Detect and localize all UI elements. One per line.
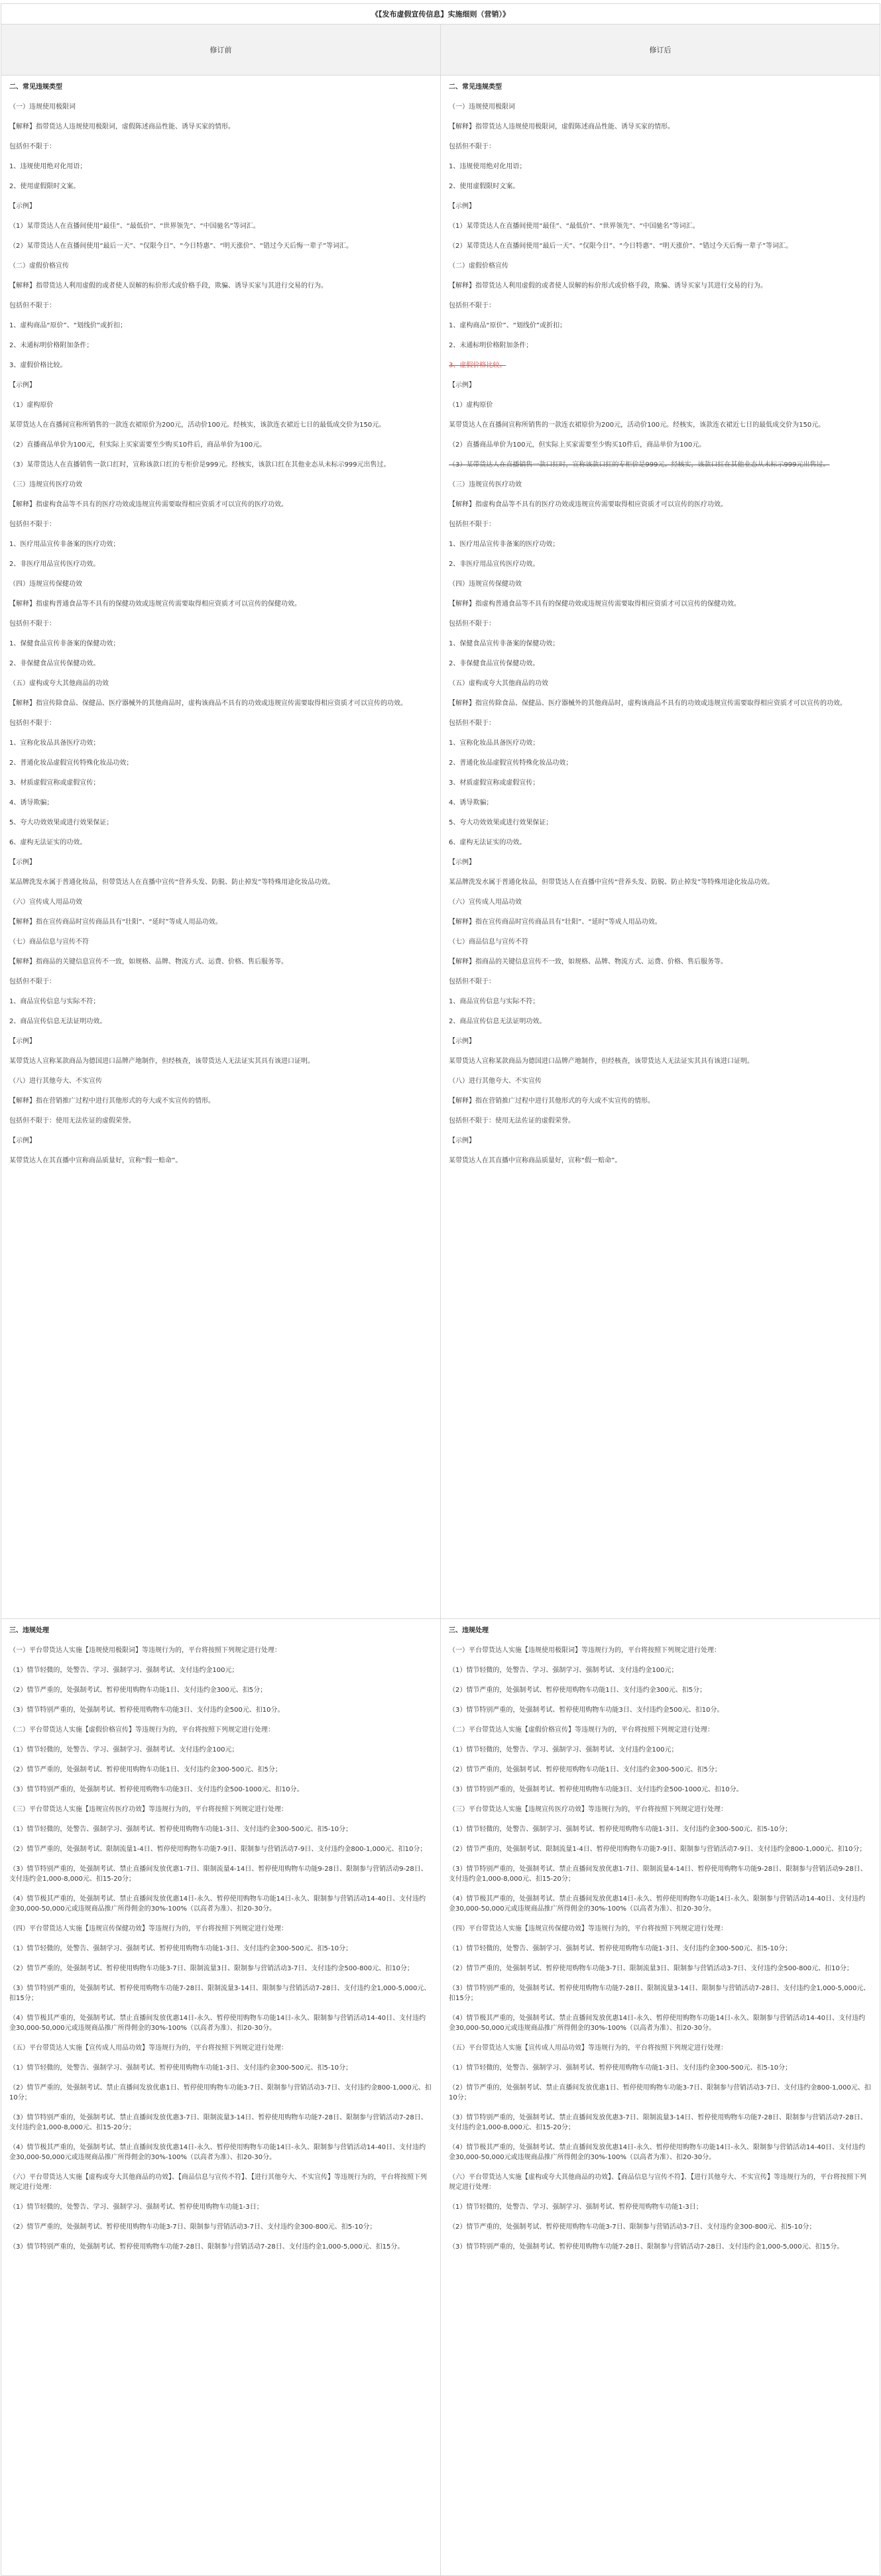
paragraph-line: 【解释】指虚构食品等不具有的医疗功效或违规宣传需要取得相应资质才可以宣传的医疗功效。 (9, 501, 288, 508)
paragraph-line: 3、材质虚假宣称或虚假宣传； (449, 779, 540, 787)
paragraph-line: （三）违规宣传医疗功效 (9, 481, 82, 488)
paragraph-line: （二）平台带货达人实施【虚假价格宣传】等违规行为的，平台将按照下列规定进行处理： (9, 1726, 274, 1734)
paragraph-line: （3）情节特别严重的，处强制考试、禁止直播间发放优惠1-7日、限制流量4-14日、暂停使用购物车功能9-28日、限制参与营销活动9-28日、支付违约金1,000-8,000元、扣15-20分； (9, 1866, 428, 1883)
paragraph-line: 【解释】指宣传除食品、保健品、医疗器械外的其他商品时，虚构该商品不具有的功效或违规宣传需要取得相应资质才可以宣传的功效。 (449, 700, 847, 707)
paragraph-line: （四）平台带货达人实施【违规宣传保健功效】等违规行为的，平台将按照下列规定进行处理： (449, 1925, 727, 1932)
paragraph-line: 【示例】 (449, 203, 475, 210)
paragraph-line: 【示例】 (9, 1038, 36, 1045)
paragraph-line: 【解释】指商品的关键信息宣传不一致，如规格、品牌、物流方式、运费、价格、售后服务等。 (9, 958, 288, 966)
paragraph-line: 【解释】指带货达人违规使用极限词，虚假陈述商品性能、诱导买家的情形。 (9, 123, 235, 131)
paragraph-line: 1、医疗用品宣传非备案的医疗功效； (9, 541, 120, 548)
title-row (1, 4, 880, 25)
paragraph-line: （2）某带货达人在直播间使用“最后一天”、“仅限今日”、“今日特惠”、“明天涨价”、“错过今天后悔一辈子”等词汇。 (9, 243, 353, 250)
paragraph-line: （1）情节轻微的，处警告、强制学习、强制考试、暂停使用购物车功能1-3日、支付违约金300-500元、扣5-10分； (449, 1826, 792, 1833)
paragraph-line: （七）商品信息与宣传不符 (449, 938, 528, 946)
paragraph-line: 包括但不限于： (9, 720, 56, 727)
paragraph-line: （一）平台带货达人实施【违规使用极限词】等违规行为的，平台将按照下列规定进行处理： (449, 1647, 721, 1654)
paragraph-line: 【解释】指商品的关键信息宣传不一致，如规格、品牌、物流方式、运费、价格、售后服务等。 (449, 958, 727, 966)
paragraph-line: （2）情节严重的，处强制考试、禁止直播间发放优惠1日、暂停使用购物车功能3-7日、限制参与营销活动3-7日、支付违约金800-1,000元、扣10分； (449, 2084, 871, 2101)
paragraph-line: 3、虚假价格比较。 (449, 362, 506, 369)
paragraph-line: 【示例】 (449, 1038, 475, 1045)
paragraph-line: （一）违规使用极限词 (9, 103, 76, 111)
paragraph-line: （2）情节严重的，处强制考试、暂停使用购物车功能1日、支付违约金300元、扣5分； (9, 1687, 267, 1694)
paragraph-line: （4）情节极其严重的，处强制考试、禁止直播间发放优惠14日-永久、暂停使用购物车功能14日-永久、限制参与营销活动14-40日、支付违约金30,000-50,000元或违规商品推广所得佣金的30%-100%（以高者为准）、扣20-30分。 (9, 2144, 426, 2161)
cell-after-penalties (441, 1619, 880, 2576)
paragraph-line: （五）平台带货达人实施【宣传成人用品功效】等违规行为的，平台将按照下列规定进行处理： (449, 2044, 727, 2052)
text-block-before-penalties (1, 1619, 440, 2575)
paragraph-line: （1）某带货达人在直播间使用“最佳”、“最低价”、“世界领先”、“中国驰名”等词汇。 (449, 223, 699, 230)
paragraph-line: 某带货达人宣称某款商品为德国进口品牌产地制作，但经核查，该带货达人无法证实其具有该进口证明。 (449, 1058, 754, 1065)
paragraph-line: 包括但不限于： (9, 521, 56, 528)
paragraph-line: 3、虚假价格比较。 (9, 362, 67, 369)
paragraph-line: 包括但不限于： (449, 620, 495, 628)
paragraph-line: 6、虚构无法证实的功效。 (9, 839, 87, 846)
paragraph-line: （1）情节轻微的，处警告、强制学习、强制考试、暂停使用购物车功能1-3日、支付违约金300-500元、扣5-10分； (9, 2064, 353, 2072)
paragraph-line: （2）情节严重的，处强制考试、暂停使用购物车功能3-7日、限制流量3日、限制参与营销活动3-7日、支付违约金500-800元、扣10分； (449, 1965, 853, 1972)
paragraph-line: 【解释】指在宣传商品时宣传商品具有“壮阳”、“延时”等成人用品功效。 (9, 919, 222, 926)
paragraph-line: 1、宣称化妆品具备医疗功效； (9, 740, 100, 747)
paragraph-line: （4）情节极其严重的，处强制考试、禁止直播间发放优惠14日-永久、暂停使用购物车功能14日-永久、限制参与营销活动14-40日、支付违约金30,000-50,000元或违规商品推广所得佣金的30%-100%（以高者为准）、扣20-30分。 (449, 2144, 866, 2161)
paragraph-line: 2、普通化妆品虚假宣传特殊化妆品功效； (9, 759, 133, 767)
paragraph-line: 2、非保健食品宣传保健功效。 (449, 660, 540, 667)
paragraph-line: 1、医疗用品宣传非备案的医疗功效； (449, 541, 559, 548)
paragraph-line: （1）虚构原价 (449, 402, 493, 409)
paragraph-line: （1）情节轻微的，处警告、学习、强制学习、强制考试、暂停使用购物车功能1-3日； (449, 2204, 703, 2211)
paragraph-line: 包括但不限于： (9, 143, 56, 150)
paragraph-line: 2、商品宣传信息无法证明功效。 (449, 1018, 546, 1025)
paragraph-line: （四）平台带货达人实施【违规宣传保健功效】等违规行为的，平台将按照下列规定进行处理： (9, 1925, 288, 1932)
paragraph-line: （二）平台带货达人实施【虚假价格宣传】等违规行为的，平台将按照下列规定进行处理： (449, 1726, 714, 1734)
paragraph-line: 2、商品宣传信息无法证明功效。 (9, 1018, 107, 1025)
paragraph-line: 某带货达人宣称某款商品为德国进口品牌产地制作，但经核查，该带货达人无法证实其具有该进口证明。 (9, 1058, 314, 1065)
paragraph-line: 某品牌洗发水属于普通化妆品，但带货达人在直播中宣传“营养头发、防脱、防止掉发”等特殊用途化妆品功效。 (9, 879, 335, 886)
paragraph-line: 【示例】 (9, 382, 36, 389)
section-heading: 三、违规处理 (9, 1627, 49, 1634)
section-row-penalties (1, 1619, 880, 2576)
paragraph-line: 5、夸大功效效果或进行效果保证； (449, 819, 553, 826)
paragraph-line: （3）某带货达人在直播销售一款口红时，宣称该款口红的专柜价是999元。经核实，该款口红在其他业态从未标示999元出售过。 (449, 461, 830, 469)
paragraph-line: （八）进行其他夸大、不实宣传 (449, 1078, 542, 1085)
paragraph-line: 【示例】 (449, 859, 475, 866)
paragraph-line: （1）情节轻微的，处警告、强制学习、强制考试、暂停使用购物车功能1-3日、支付违约金300-500元、扣5-10分； (9, 1826, 353, 1833)
paragraph-line: （3）情节特别严重的，处强制考试、暂停使用购物车功能3日、支付违约金500-1000元、扣10分。 (9, 1786, 304, 1793)
paragraph-line: （1）虚构原价 (9, 402, 54, 409)
paragraph-line: （1）情节轻微的，处警告、学习、强制学习、强制考试、支付违约金100元； (9, 1746, 239, 1754)
paragraph-line: （七）商品信息与宣传不符 (9, 938, 89, 946)
text-block-after-violation-types (441, 76, 880, 1618)
paragraph-line: 1、违规使用绝对化用语； (449, 163, 526, 170)
paragraph-line: （2）直播商品单价为100元，但实际上买家需要至少购买10件后，商品单价为100元。 (449, 441, 706, 449)
comparison-table (1, 3, 880, 2576)
paragraph-line: （四）违规宣传保健功效 (9, 581, 82, 588)
paragraph-line: 2、未通标明价格附加条件； (9, 342, 93, 349)
paragraph-line: （4）情节极其严重的，处强制考试、禁止直播间发放优惠14日-永久、暂停使用购物车功能14日-永久、限制参与营销活动14-40日、支付违约金30,000-50,000元或违规商品推广所得佣金的30%-100%（以高者为准）、扣20-30分。 (9, 1895, 426, 1913)
paragraph-line: 包括但不限于： (9, 620, 56, 628)
paragraph-line: （四）违规宣传保健功效 (449, 581, 522, 588)
paragraph-line: （2）情节严重的，处强制考试、限制流量1-4日、暂停使用购物车功能7-9日、限制参与营销活动7-9日、支付违约金800-1,000元、扣10分； (449, 1846, 866, 1853)
cell-after-violation-types (441, 76, 880, 1619)
paragraph-line: 某带货达人在其直播中宣称商品质量好，宣称“假一赔命”。 (9, 1157, 182, 1164)
paragraph-line: （三）违规宣传医疗功效 (449, 481, 522, 488)
paragraph-line: （一）违规使用极限词 (449, 103, 515, 111)
paragraph-line: （3）情节特别严重的，处强制考试、暂停使用购物车功能7-28日、限制参与营销活动7-28日、支付违约金1,000-5,000元、扣15分。 (449, 2243, 844, 2251)
paragraph-line: 4、诱导欺骗； (9, 799, 54, 807)
paragraph-line: 1、违规使用绝对化用语； (9, 163, 87, 170)
cell-before-penalties (1, 1619, 441, 2576)
paragraph-line: （2）情节严重的，处强制考试、暂停使用购物车功能3-7日、限制参与营销活动3-7日、支付违约金300-800元、扣5-10分； (9, 2223, 377, 2231)
paragraph-line: 【解释】指虚构普通食品等不具有的保健功效或违规宣传需要取得相应资质才可以宣传的保健功效。 (449, 600, 740, 608)
section-heading: 三、违规处理 (449, 1627, 489, 1634)
paragraph-line: 1、宣称化妆品具备医疗功效； (449, 740, 540, 747)
paragraph-line: （1）情节轻微的，处警告、学习、强制学习、强制考试、支付违约金100元； (449, 1746, 678, 1754)
column-header-before: 修订前 (1, 25, 441, 76)
paragraph-line: （三）平台带货达人实施【违规宣传医疗功效】等违规行为的，平台将按照下列规定进行处理： (9, 1806, 288, 1813)
paragraph-line: （2）情节严重的，处强制考试、暂停使用购物车功能1日、支付违约金300元、扣5分； (449, 1687, 707, 1694)
paragraph-line: （3）情节特别严重的，处强制考试、暂停使用购物车功能3日、支付违约金500-1000元、扣10分。 (449, 1786, 743, 1793)
paragraph-line: （二）虚假价格宣传 (449, 262, 508, 270)
paragraph-line: （1）情节轻微的，处警告、强制学习、强制考试、暂停使用购物车功能1-3日、支付违约金300-500元、扣5-10分； (449, 1945, 792, 1952)
paragraph-line: （2）情节严重的，处强制考试、暂停使用购物车功能3-7日、限制参与营销活动3-7日、支付违约金300-800元、扣5-10分； (449, 2223, 816, 2231)
paragraph-line: 某带货达人在直播间宣称所销售的一款连衣裙原价为200元，活动价100元。经核实，该款连衣裙近七日的最低成交价为150元。 (9, 421, 386, 429)
paragraph-line: （六）平台带货达人实施【虚构或夸大其他商品的功效】、【商品信息与宣传不符】、【进行其他夸大、不实宣传】等违规行为的，平台将按照下列规定进行处理： (449, 2174, 866, 2191)
paragraph-line: 1、虚构商品“原价”、“划线价”或折扣； (9, 322, 127, 329)
paragraph-line: （1）情节轻微的，处警告、学习、强制学习、强制考试、暂停使用购物车功能1-3日； (9, 2204, 263, 2211)
paragraph-line: 2、非医疗用品宣传医疗功效。 (449, 561, 540, 568)
text-block-before-violation-types (1, 76, 440, 1618)
paragraph-line: 包括但不限于： (449, 302, 495, 309)
paragraph-line: 包括但不限于： (449, 978, 495, 985)
paragraph-line: （五）虚构或夸大其他商品的功效 (449, 680, 548, 687)
paragraph-line: （1）情节轻微的，处警告、学习、强制学习、强制考试、支付违约金100元； (449, 1667, 678, 1674)
paragraph-line: （六）平台带货达人实施【虚构或夸大其他商品的功效】、【商品信息与宣传不符】、【进行其他夸大、不实宣传】等违规行为的，平台将按照下列规定进行处理： (9, 2174, 427, 2191)
paragraph-line: 1、保健食品宣传非备案的保健功效； (449, 640, 559, 647)
paragraph-line: （4）情节极其严重的，处强制考试、禁止直播间发放优惠14日-永久、暂停使用购物车功能14日-永久、限制参与营销活动14-40日、支付违约金30,000-50,000元或违规商品推广所得佣金的30%-100%（以高者为准）、扣20-30分。 (9, 2015, 426, 2032)
paragraph-line: （2）情节严重的，处强制考试、暂停使用购物车功能3-7日、限制流量3日、限制参与营销活动3-7日、支付违约金500-800元、扣10分； (9, 1965, 414, 1972)
paragraph-line: 2、使用虚假限时文案。 (9, 183, 80, 190)
document-title: 《【发布虚假宣传信息】实施细则（营销）》 (1, 4, 880, 25)
paragraph-line: （2）情节严重的，处强制考试、暂停使用购物车功能1日、支付违约金300-500元、扣5分； (9, 1766, 282, 1773)
paragraph-line: 【示例】 (449, 1137, 475, 1145)
paragraph-line: 【示例】 (9, 859, 36, 866)
section-row-violation-types (1, 76, 880, 1619)
paragraph-line: （3）情节特别严重的，处强制考试、禁止直播间发放优惠1-7日、限制流量4-14日、暂停使用购物车功能9-28日、限制参与营销活动9-28日、支付违约金1,000-8,000元、扣15-20分； (449, 1866, 867, 1883)
paragraph-line: 包括但不限于： (449, 521, 495, 528)
paragraph-line: 5、夸大功效效果或进行效果保证； (9, 819, 113, 826)
paragraph-line: （3）情节特别严重的，处强制考试、暂停使用购物车功能7-28日、限制参与营销活动7-28日、支付违约金1,000-5,000元、扣15分。 (9, 2243, 404, 2251)
cell-before-violation-types (1, 76, 441, 1619)
paragraph-line: 【解释】指带货达人违规使用极限词，虚假陈述商品性能、诱导买家的情形。 (449, 123, 674, 131)
paragraph-line: 某带货达人在其直播中宣称商品质量好，宣称“假一赔命”。 (449, 1157, 622, 1164)
text-block-after-penalties (441, 1619, 880, 2575)
paragraph-line: 【解释】指虚构普通食品等不具有的保健功效或违规宣传需要取得相应资质才可以宣传的保健功效。 (9, 600, 301, 608)
paragraph-line: 2、普通化妆品虚假宣传特殊化妆品功效； (449, 759, 573, 767)
paragraph-line: （3）情节特别严重的，处强制考试、禁止直播间发放优惠3-7日、限制流量3-14日、暂停使用购物车功能7-28日、限制参与营销活动7-28日、支付违约金1,000-8,000元、扣15-20分； (449, 2114, 867, 2131)
paragraph-line: （一）平台带货达人实施【违规使用极限词】等违规行为的，平台将按照下列规定进行处理： (9, 1647, 281, 1654)
paragraph-line: 1、商品宣传信息与实际不符； (9, 998, 100, 1005)
paragraph-line: 包括但不限于：使用无法佐证的虚假荣誉。 (9, 1117, 135, 1125)
paragraph-line: 【示例】 (9, 1137, 36, 1145)
section-heading: 二、常见违规类型 (9, 84, 62, 91)
paragraph-line: 包括但不限于： (9, 302, 56, 309)
paragraph-line: （2）某带货达人在直播间使用“最后一天”、“仅限今日”、“今日特惠”、“明天涨价”、“错过今天后悔一辈子”等词汇。 (449, 243, 793, 250)
paragraph-line: 【解释】指虚构食品等不具有的医疗功效或违规宣传需要取得相应资质才可以宣传的医疗功效。 (449, 501, 727, 508)
paragraph-line: （五）虚构或夸大其他商品的功效 (9, 680, 109, 687)
paragraph-line: 【解释】指在营销推广过程中进行其他形式的夸大或不实宣传的情形。 (449, 1097, 654, 1105)
paragraph-line: 6、虚构无法证实的功效。 (449, 839, 526, 846)
paragraph-line: （3）情节特别严重的，处强制考试、暂停使用购物车功能7-28日、限制流量3-14日、限制参与营销活动7-28日、支付违约金1,000-5,000元、扣15分； (9, 1985, 431, 2002)
paragraph-line: 3、材质虚假宣称或虚假宣传； (9, 779, 100, 787)
paragraph-line: （1）情节轻微的，处警告、强制学习、强制考试、暂停使用购物车功能1-3日、支付违约金300-500元、扣5-10分； (9, 1945, 353, 1952)
paragraph-line: （4）情节极其严重的，处强制考试、禁止直播间发放优惠14日-永久、暂停使用购物车功能14日-永久、限制参与营销活动14-40日、支付违约金30,000-50,000元或违规商品推广所得佣金的30%-100%（以高者为准）、扣20-30分。 (449, 1895, 866, 1913)
header-row (1, 25, 880, 76)
paragraph-line: （2）情节严重的，处强制考试、暂停使用购物车功能1日、支付违约金300-500元、扣5分； (449, 1766, 721, 1773)
paragraph-line: （3）某带货达人在直播销售一款口红时，宣称该款口红的专柜价是999元。经核实，该款口红在其他业态从未标示999元出售过。 (9, 461, 390, 469)
paragraph-line: （2）直播商品单价为100元，但实际上买家需要至少购买10件后，商品单价为100元。 (9, 441, 266, 449)
paragraph-line: 某品牌洗发水属于普通化妆品，但带货达人在直播中宣传“营养头发、防脱、防止掉发”等特殊用途化妆品功效。 (449, 879, 774, 886)
paragraph-line: 2、使用虚假限时文案。 (449, 183, 520, 190)
paragraph-line: （3）情节特别严重的，处强制考试、禁止直播间发放优惠3-7日、限制流量3-14日、暂停使用购物车功能7-28日、限制参与营销活动7-28日、支付违约金1,000-8,000元、扣15-20分； (9, 2114, 428, 2131)
paragraph-line: （2）情节严重的，处强制考试、限制流量1-4日、暂停使用购物车功能7-9日、限制参与营销活动7-9日、支付违约金800-1,000元、扣10分； (9, 1846, 427, 1853)
paragraph-line: （3）情节特别严重的，处强制考试、暂停使用购物车功能7-28日、限制流量3-14日、限制参与营销活动7-28日、支付违约金1,000-5,000元、扣15分； (449, 1985, 870, 2002)
paragraph-line: 【示例】 (9, 203, 36, 210)
paragraph-line: 【解释】指带货达人利用虚假的或者使人误解的标价形式或价格手段，欺骗、诱导买家与其进行交易的行为。 (9, 282, 327, 290)
paragraph-line: 【解释】指带货达人利用虚假的或者使人误解的标价形式或价格手段，欺骗、诱导买家与其进行交易的行为。 (449, 282, 767, 290)
paragraph-line: 包括但不限于： (449, 720, 495, 727)
paragraph-line: （3）情节特别严重的，处强制考试、暂停使用购物车功能3日、支付违约金500元、扣10分。 (9, 1707, 284, 1714)
paragraph-line: 【解释】指宣传除食品、保健品、医疗器械外的其他商品时，虚构该商品不具有的功效或违规宣传需要取得相应资质才可以宣传的功效。 (9, 700, 407, 707)
paragraph-line: 某带货达人在直播间宣称所销售的一款连衣裙原价为200元，活动价100元。经核实，该款连衣裙近七日的最低成交价为150元。 (449, 421, 825, 429)
paragraph-line: 【解释】指在宣传商品时宣传商品具有“壮阳”、“延时”等成人用品功效。 (449, 919, 662, 926)
paragraph-line: （1）某带货达人在直播间使用“最佳”、“最低价”、“世界领先”、“中国驰名”等词汇。 (9, 223, 260, 230)
paragraph-line: （二）虚假价格宣传 (9, 262, 69, 270)
paragraph-line: （1）情节轻微的，处警告、强制学习、强制考试、暂停使用购物车功能1-3日、支付违约金300-500元、扣5-10分； (449, 2064, 792, 2072)
paragraph-line: （八）进行其他夸大、不实宣传 (9, 1078, 102, 1085)
paragraph-line: （1）情节轻微的，处警告、学习、强制学习、强制考试、支付违约金100元； (9, 1667, 239, 1674)
paragraph-line: 2、未通标明价格附加条件； (449, 342, 533, 349)
paragraph-line: （五）平台带货达人实施【宣传成人用品功效】等违规行为的，平台将按照下列规定进行处理： (9, 2044, 288, 2052)
paragraph-line: 1、虚构商品“原价”、“划线价”或折扣； (449, 322, 567, 329)
paragraph-line: 2、非医疗用品宣传医疗功效。 (9, 561, 100, 568)
paragraph-line: 2、非保健食品宣传保健功效。 (9, 660, 100, 667)
paragraph-line: 包括但不限于： (449, 143, 495, 150)
paragraph-line: 4、诱导欺骗； (449, 799, 493, 807)
paragraph-line: （4）情节极其严重的，处强制考试、禁止直播间发放优惠14日-永久、暂停使用购物车功能14日-永久、限制参与营销活动14-40日、支付违约金30,000-50,000元或违规商品推广所得佣金的30%-100%（以高者为准）、扣20-30分。 (449, 2015, 866, 2032)
paragraph-line: 包括但不限于： (9, 978, 56, 985)
paragraph-line: 【解释】指在营销推广过程中进行其他形式的夸大或不实宣传的情形。 (9, 1097, 215, 1105)
paragraph-line: （3）情节特别严重的，处强制考试、暂停使用购物车功能3日、支付违约金500元、扣10分。 (449, 1707, 724, 1714)
paragraph-line: （2）情节严重的，处强制考试、禁止直播间发放优惠1日、暂停使用购物车功能3-7日、限制参与营销活动3-7日、支付违约金800-1,000元、扣10分； (9, 2084, 432, 2101)
paragraph-line: 包括但不限于：使用无法佐证的虚假荣誉。 (449, 1117, 575, 1125)
paragraph-line: 1、保健食品宣传非备案的保健功效； (9, 640, 120, 647)
paragraph-line: （三）平台带货达人实施【违规宣传医疗功效】等违规行为的，平台将按照下列规定进行处理： (449, 1806, 727, 1813)
paragraph-line: 1、商品宣传信息与实际不符； (449, 998, 540, 1005)
paragraph-line: （六）宣传成人用品功效 (449, 899, 522, 906)
column-header-after: 修订后 (441, 25, 880, 76)
section-heading: 二、常见违规类型 (449, 84, 502, 91)
paragraph-line: 【示例】 (449, 382, 475, 389)
paragraph-line: （六）宣传成人用品功效 (9, 899, 82, 906)
